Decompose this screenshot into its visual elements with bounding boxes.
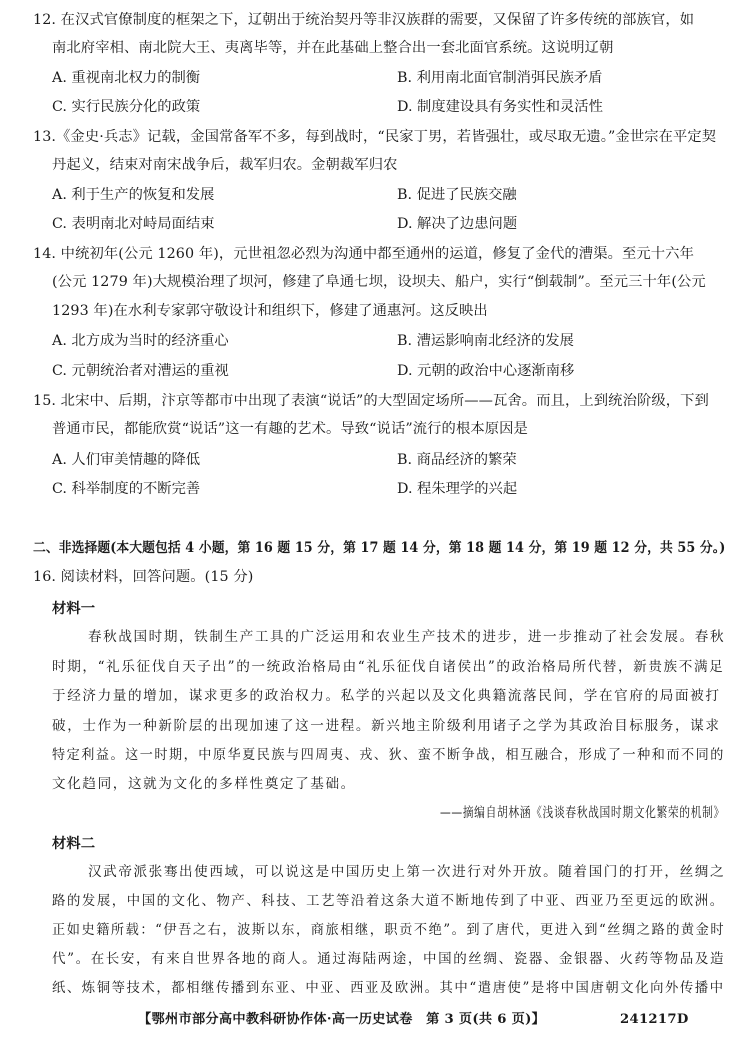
q12-option-a[interactable]: A. 重视南北权力的制衡 [52,70,201,86]
q14-line-3: 1293 年)在水利专家郭守敬设计和组织下，修建了通惠河。这反映出 [52,303,488,319]
q16-prompt: 16. 阅读材料，回答问题。(15 分) [33,569,254,585]
material1-source: ——摘编自胡林涵《浅谈春秋战国时期文化繁荣的机制》 [440,805,725,821]
q15-option-d[interactable]: D. 程朱理学的兴起 [397,481,518,497]
q15-line-2: 普通市民，都能欣赏“说话”这一有趣的艺术。导致“说话”流行的根本原因是 [52,421,528,437]
section2-heading: 二、非选择题(本大题包括 4 小题，第 16 题 15 分，第 17 题 14 分，第 18 题 14 分，第 19 题 12 分，共 55 分。) [33,540,726,556]
paper-code: 241217D [620,1012,689,1027]
q14-option-b[interactable]: B. 漕运影响南北经济的发展 [397,333,574,349]
q15-line-1: 15. 北宋中、后期，汴京等都市中出现了表演“说话”的大型固定场所——瓦舍。而且，上到统治阶级，下到 [33,393,709,409]
q12-option-d[interactable]: D. 制度建设具有务实性和灵活性 [397,99,603,115]
q14-option-d[interactable]: D. 元朝的政治中心逐渐南移 [397,363,575,379]
q14-option-c[interactable]: C. 元朝统治者对漕运的重视 [52,363,229,379]
q13-option-a[interactable]: A. 利于生产的恢复和发展 [52,187,215,203]
q13-option-c[interactable]: C. 表明南北对峙局面结束 [52,216,215,232]
material2-line-4: 代”。在长安，有来自世界各地的商人。通过海陆两途，中国的丝绸、瓷器、金银器、火药等物品及造 [52,951,726,967]
q13-line-2: 丹起义，结束对南宋战争后，裁军归农。金朝裁军归农 [52,157,398,173]
material1-line-4: 破，士作为一种新阶层的出现加速了这一进程。新兴地主阶级利用诸子之学为其政治目标服务，谋求 [52,718,721,734]
q14-option-a[interactable]: A. 北方成为当时的经济重心 [52,333,229,349]
material1-title: 材料一 [52,601,96,617]
q15-option-c[interactable]: C. 科举制度的不断完善 [52,481,201,497]
q14-line-2: (公元 1279 年)大规模治理了坝河，修建了阜通七坝，设坝夫、船户，实行“倒载制”。至元三十年(公元 [52,274,706,290]
q12-line-2: 南北府宰相、南北院大王、夷离毕等，并在此基础上整合出一套北面官系统。这说明辽朝 [52,40,614,56]
material2-line-5: 纸、炼铜等技术，都相继传播到东亚、中亚、西亚及欧洲。其中“遣唐使”是将中国唐朝文化向外传播中 [52,980,725,996]
material2-title: 材料二 [52,836,96,852]
material1-line-2: 时期，“礼乐征伐自天子出”的一统政治格局由“礼乐征伐自诸侯出”的政治格局所代替，新贵族不满足 [52,659,725,675]
q15-option-a[interactable]: A. 人们审美情趣的降低 [52,452,201,468]
material2-line-2: 路的发展，中国的文化、物产、科技、工艺等沿着这条大道不断地传到了中亚、西亚乃至更远的欧洲。 [52,893,725,909]
q13-line-1: 13.《金史·兵志》记载，金国常备军不多，每到战时，“民家丁男，若皆强壮，或尽取无遗。”金世宗在平定契 [33,129,717,145]
q12-option-c[interactable]: C. 实行民族分化的政策 [52,99,201,115]
material2-line-3: 正如史籍所载：“伊吾之右，波斯以东，商旅相继，职贡不绝”。到了唐代，更进入到“丝绸之路的黄金时 [52,922,726,938]
q12-line-1: 12. 在汉式官僚制度的框架之下，辽朝出于统治契丹等非汉族群的需要，又保留了许多传统的部族官，如 [33,12,695,28]
q14-line-1: 14. 中统初年(公元 1260 年)，元世祖忽必烈为沟通中都至通州的运道，修复了金代的漕渠。至元十六年 [33,246,694,262]
material2-line-1: 汉武帝派张骞出使西域，可以说这是中国历史上第一次进行对外开放。随着国门的打开，丝绸之 [88,864,726,880]
page-footer: 【鄂州市部分高中教科研协作体·高一历史试卷 第 3 页(共 6 页)】 [138,1012,546,1027]
material1-line-1: 春秋战国时期，铁制生产工具的广泛运用和农业生产技术的进步，进一步推动了社会发展。春秋 [88,629,726,645]
material1-line-3: 于经济力量的增加，谋求更多的政治权力。私学的兴起以及文化典籍流落民间，学在官府的局面被打 [52,688,721,704]
q13-option-b[interactable]: B. 促进了民族交融 [397,187,517,203]
q12-option-b[interactable]: B. 利用南北面官制消弭民族矛盾 [397,70,603,86]
q15-option-b[interactable]: B. 商品经济的繁荣 [397,452,517,468]
material1-line-6: 文化趋同，这就为文化的多样性奠定了基础。 [52,776,356,792]
material1-line-5: 特定利益。这一时期，中原华夏民族与四周夷、戎、狄、蛮不断争战，相互融合，形成了一种和而不同的 [52,747,725,763]
q13-option-d[interactable]: D. 解决了边患问题 [397,216,518,232]
